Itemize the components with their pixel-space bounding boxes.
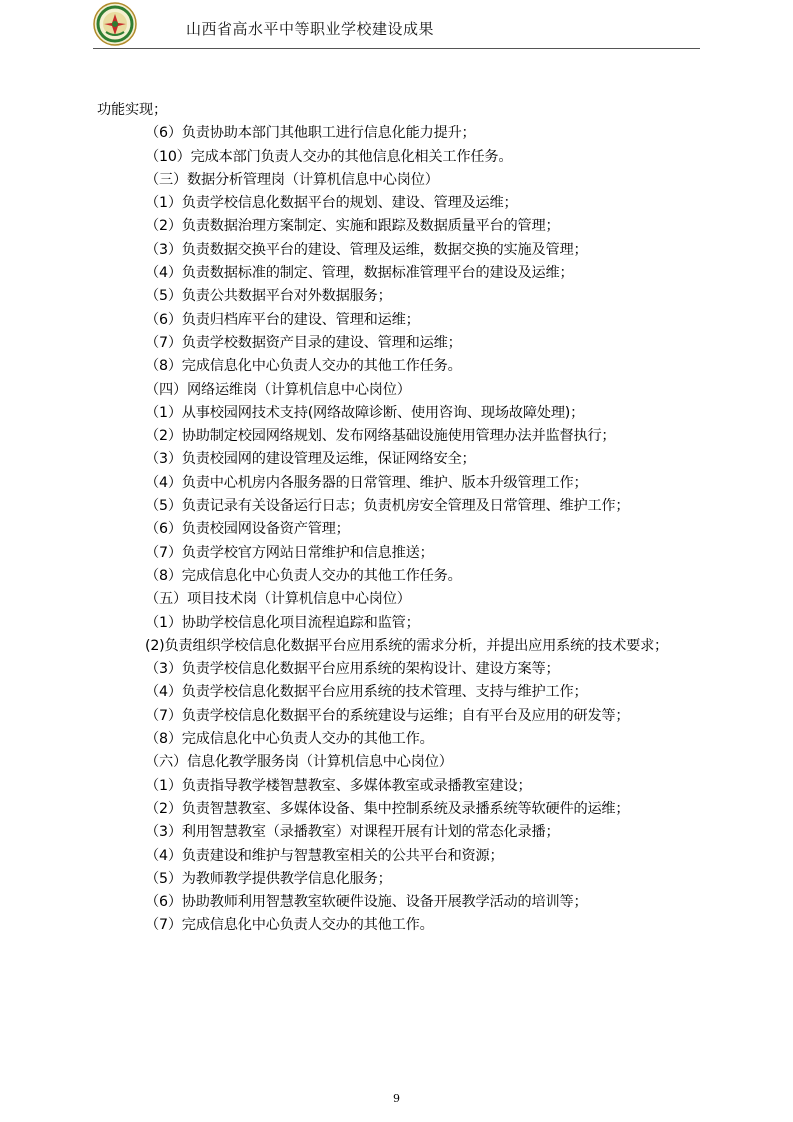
text-line: (2)负责组织学校信息化数据平台应用系统的需求分析，并提出应用系统的技术要求； (145, 637, 669, 654)
text-line: （3）负责校园网的建设管理及运维，保证网络安全； (145, 451, 476, 468)
section-heading: （三）数据分析管理岗（计算机信息中心岗位） (145, 171, 439, 188)
header-divider (93, 48, 700, 49)
text-line: （7）完成信息化中心负责人交办的其他工作。 (145, 917, 434, 934)
text-line: 功能实现； (97, 102, 167, 118)
text-line: （3）负责数据交换平台的建设、管理及运维，数据交换的实施及管理； (145, 241, 588, 258)
section-heading: （六）信息化教学服务岗（计算机信息中心岗位） (145, 754, 453, 771)
text-line: （2）协助制定校园网络规划、发布网络基础设施使用管理办法并监督执行； (145, 428, 616, 445)
text-line: （1）负责指导教学楼智慧教室、多媒体教室或录播教室建设； (145, 777, 532, 794)
text-line: （3）负责学校信息化数据平台应用系统的架构设计、建设方案等； (145, 661, 560, 678)
text-line: （6）负责归档库平台的建设、管理和运维； (145, 311, 420, 328)
text-line: （5）负责记录有关设备运行日志；负责机房安全管理及日常管理、维护工作； (145, 498, 630, 515)
text-line: （1）协助学校信息化项目流程追踪和监管； (145, 614, 420, 631)
text-line: （7）负责学校官方网站日常维护和信息推送； (145, 544, 434, 561)
text-line: （8）完成信息化中心负责人交办的其他工作。 (145, 731, 434, 748)
text-line: （4）负责学校信息化数据平台应用系统的技术管理、支持与维护工作； (145, 684, 588, 701)
text-line: （4）负责数据标准的制定、管理，数据标准管理平台的建设及运维； (145, 265, 574, 282)
text-line: （2）负责智慧教室、多媒体设备、集中控制系统及录播系统等软硬件的运维； (145, 800, 630, 817)
text-line: （6）负责校园网设备资产管理； (145, 521, 350, 538)
text-line: （5）负责公共数据平台对外数据服务； (145, 288, 392, 305)
page-number: 9 (393, 1092, 400, 1105)
section-heading: （五）项目技术岗（计算机信息中心岗位） (145, 591, 411, 608)
text-line: （1）负责学校信息化数据平台的规划、建设、管理及运维； (145, 195, 518, 212)
school-logo-icon (93, 2, 137, 46)
text-line: （1）从事校园网技术支持(网络故障诊断、使用咨询、现场故障处理)； (145, 404, 585, 421)
page-header (0, 0, 793, 60)
text-line: （6）协助教师利用智慧教室软硬件设施、设备开展教学活动的培训等； (145, 894, 588, 911)
text-line: （6）负责协助本部门其他职工进行信息化能力提升； (145, 125, 476, 142)
section-heading: （四）网络运维岗（计算机信息中心岗位） (145, 381, 411, 398)
text-line: （2）负责数据治理方案制定、实施和跟踪及数据质量平台的管理； (145, 218, 560, 235)
text-line: （7）负责学校数据资产目录的建设、管理和运维； (145, 334, 462, 351)
text-line: （8）完成信息化中心负责人交办的其他工作任务。 (145, 358, 462, 375)
text-line: （8）完成信息化中心负责人交办的其他工作任务。 (145, 567, 462, 584)
document-body (97, 99, 702, 938)
text-line: （7）负责学校信息化数据平台的系统建设与运维；自有平台及应用的研发等； (145, 707, 630, 724)
text-line: （3）利用智慧教室（录播教室）对课程开展有计划的常态化录播； (145, 824, 560, 841)
text-line: （4）负责中心机房内各服务器的日常管理、维护、版本升级管理工作； (145, 474, 588, 491)
text-line: （4）负责建设和维护与智慧教室相关的公共平台和资源； (145, 847, 504, 864)
text-line: （5）为教师教学提供教学信息化服务； (145, 870, 392, 887)
header-title: 山西省高水平中等职业学校建设成果 (186, 20, 435, 38)
text-line: （10）完成本部门负责人交办的其他信息化相关工作任务。 (145, 148, 513, 165)
